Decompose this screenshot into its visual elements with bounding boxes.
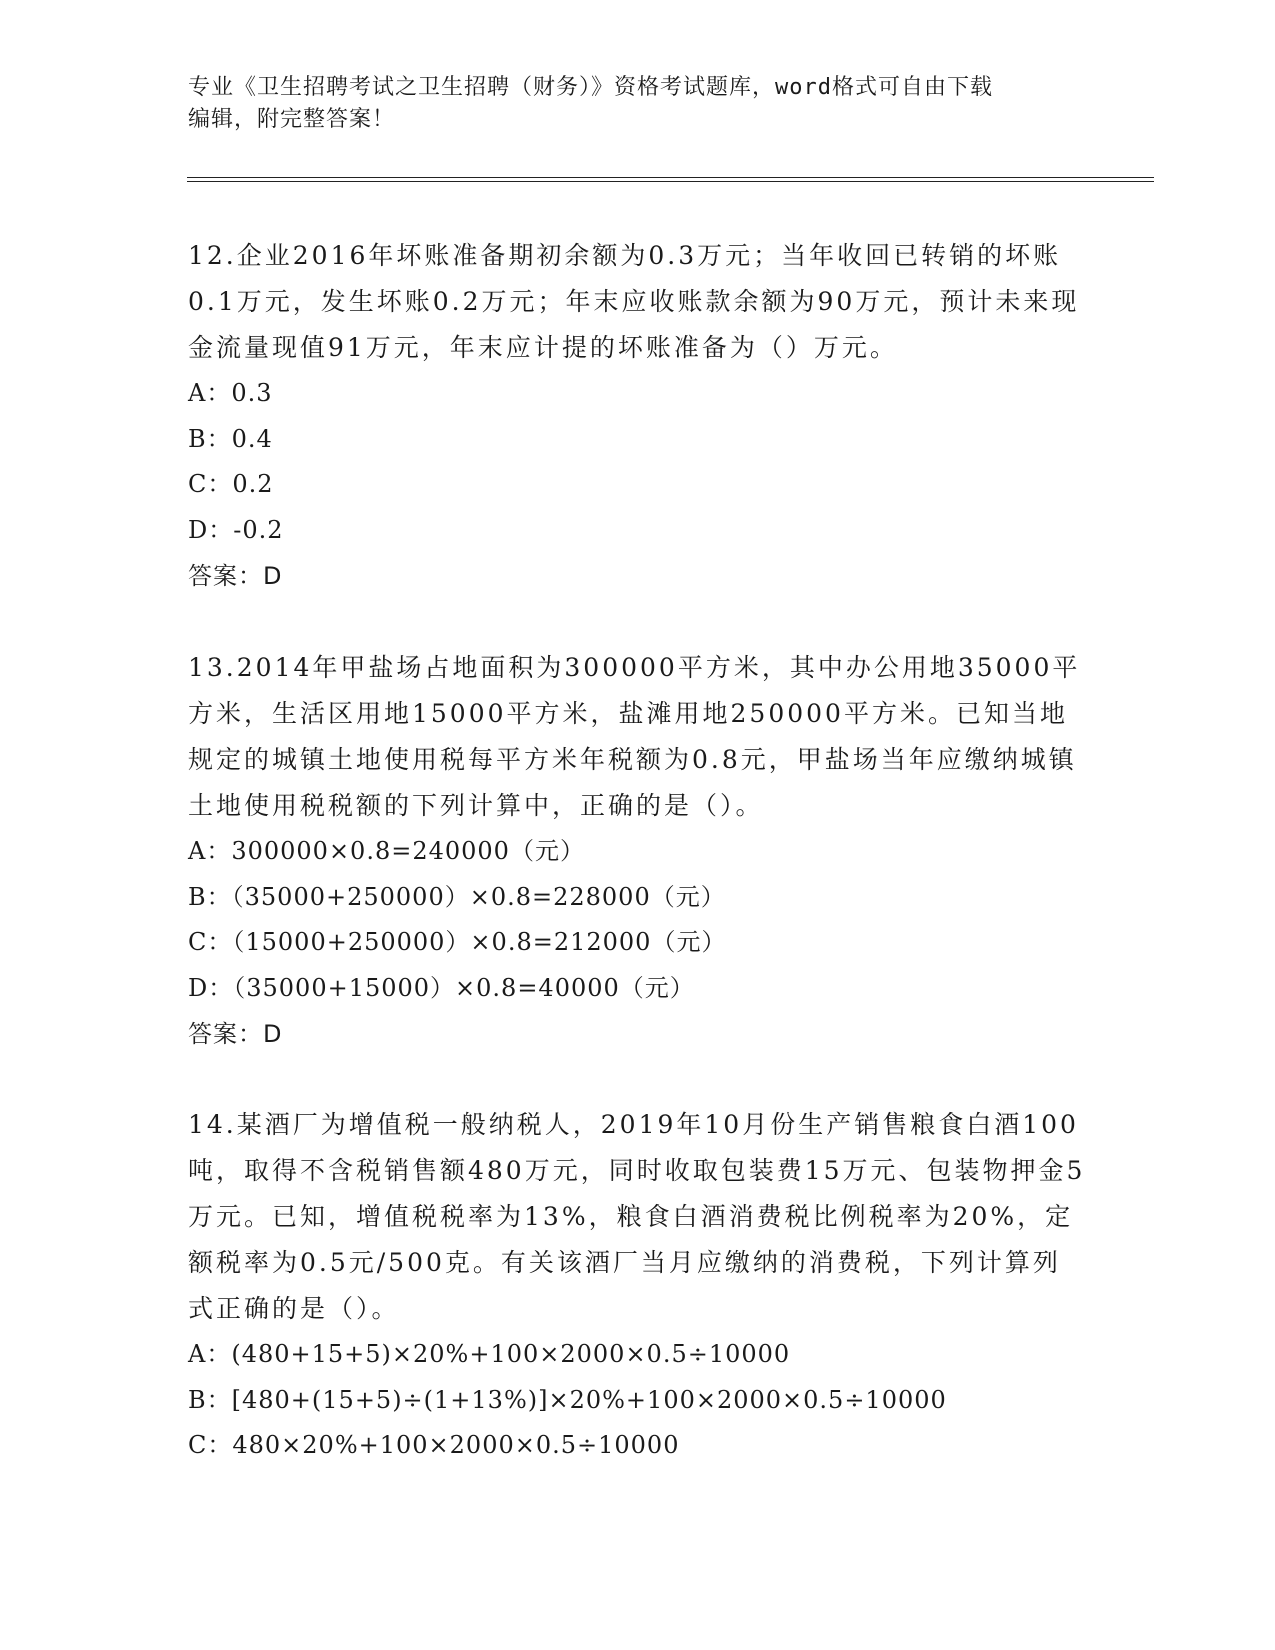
question-stem: 12.企业2016年坏账准备期初余额为0.3万元；当年收回已转销的坏账0.1万元，发生坏账0.2万元；年末应收账款余额为90万元，预计未来现金流量现值91万元，年末应计提的坏账准备为（）万元。	[188, 241, 1080, 362]
option-b: B：（35000+250000）×0.8=228000（元）	[188, 882, 726, 911]
option-c: C：0.2	[188, 470, 274, 498]
question-14	[188, 1102, 1088, 1469]
question-12	[188, 233, 1088, 599]
option-c: C：480×20%+100×2000×0.5÷10000	[188, 1431, 680, 1459]
header-divider-bottom	[187, 181, 1154, 182]
option-a: A：300000×0.8=240000（元）	[188, 837, 585, 865]
header-line-2: 编辑，附完整答案！	[188, 107, 396, 132]
question-stem: 14.某酒厂为增值税一般纳税人，2019年10月份生产销售粮食白酒100吨，取得不含税销售额480万元，同时收取包装费15万元、包装物押金5万元。已知，增值税税率为13%，粮食白酒消费税比例税率为20%，定额税率为0.5元/500克。有关该酒厂当月应缴纳的消费税，下列计算列式正确的是（）。	[188, 1110, 1086, 1323]
option-d: D：-0.2	[188, 515, 284, 544]
option-a: A：0.3	[188, 379, 273, 407]
question-13	[188, 645, 1088, 1057]
header-divider-top	[187, 177, 1154, 178]
header-line-1: 专业《卫生招聘考试之卫生招聘（财务）》资格考试题库，word格式可自由下载	[188, 75, 993, 100]
option-b: B：0.4	[188, 424, 273, 453]
question-stem: 13.2014年甲盐场占地面积为300000平方米，其中办公用地35000平方米，生活区用地15000平方米，盐滩用地250000平方米。已知当地规定的城镇土地使用税每平方米年税额为0.8元，甲盐场当年应缴纳城镇土地使用税税额的下列计算中，正确的是（）。	[188, 653, 1081, 820]
option-a: A：(480+15+5)×20%+100×2000×0.5÷10000	[188, 1340, 791, 1368]
document-header	[188, 72, 1088, 136]
option-b: B：[480+(15+5)÷(1+13%)]×20%+100×2000×0.5÷10000	[188, 1385, 947, 1414]
answer-line: 答案：D	[188, 1020, 283, 1048]
option-d: D：（35000+15000）×0.8=40000（元）	[188, 973, 695, 1002]
option-c: C：（15000+250000）×0.8=212000（元）	[188, 928, 727, 956]
answer-line: 答案：D	[188, 562, 283, 590]
